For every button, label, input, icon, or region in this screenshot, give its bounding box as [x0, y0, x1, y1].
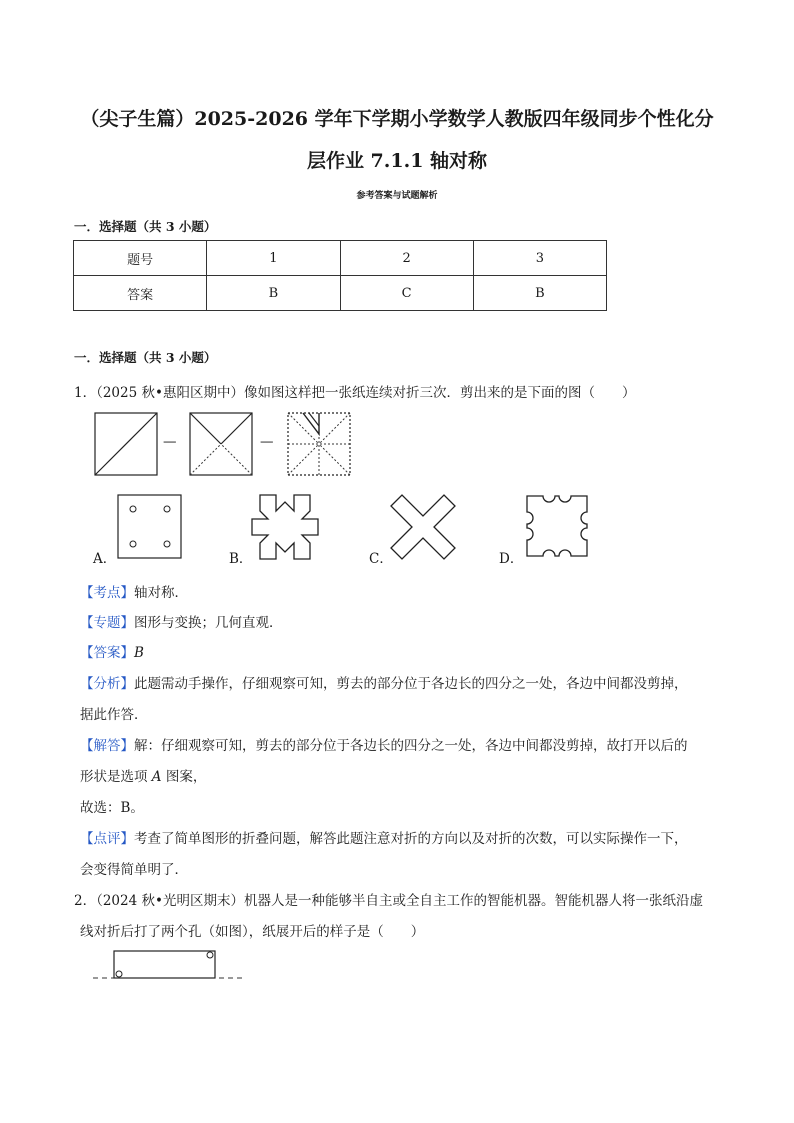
folding-diagram	[94, 412, 364, 478]
option-b-label: B．	[229, 551, 253, 567]
table-cell: 2	[340, 241, 473, 276]
fold-step-1	[95, 413, 157, 475]
q1-kaodian	[80, 581, 188, 601]
jieda-tag: 【解答】	[80, 738, 134, 754]
dianping-text-1: 考查了简单图形的折叠问题，解答此题注意对折的方向以及对折的次数，可以实际操作一下，	[134, 831, 688, 847]
dianping-tag: 【点评】	[80, 831, 134, 847]
jieda-text-2b: A	[151, 769, 162, 785]
table-cell: C	[340, 276, 473, 311]
fold-dash-2: —	[260, 434, 274, 450]
jieda-text-3: 故选：B。	[80, 800, 144, 816]
kaodian-text: 轴对称．	[134, 585, 188, 601]
fenxi-text-2: 据此作答．	[80, 707, 148, 723]
table-cell: 1	[207, 241, 340, 276]
q1-dianping	[80, 827, 688, 847]
option-c-shape	[390, 494, 460, 560]
dianping-text-2: 会变得简单明了．	[80, 862, 188, 878]
q1-fenxi	[80, 672, 688, 692]
section-heading: 一．选择题（共 3 小题）	[74, 219, 217, 234]
answer-table	[73, 240, 607, 311]
daan-text: B	[134, 645, 144, 661]
q1-zhuanti	[80, 611, 283, 631]
q1-jieda	[80, 734, 688, 754]
q2-folded-paper-diagram	[92, 948, 244, 982]
zhuanti-text: 图形与变换；几何直观．	[134, 615, 283, 631]
fold-dash-1: —	[163, 434, 177, 450]
jieda-text-2a: 形状是选项	[80, 769, 152, 785]
section-heading-2: 一．选择题（共 3 小题）	[74, 350, 217, 365]
doc-title-line2: 层作业 7.1.1 轴对称	[306, 150, 488, 172]
daan-tag: 【答案】	[80, 645, 134, 661]
option-a-shape	[115, 494, 185, 560]
jieda-text-1: 解：仔细观察可知，剪去的部分位于各边长的四分之一处，各边中间都没剪掉，故打开以后的	[134, 738, 688, 754]
table-cell: B	[207, 276, 340, 311]
fenxi-text-1: 此题需动手操作，仔细观察可知，剪去的部分位于各边长的四分之一处，各边中间都没剪掉，	[134, 676, 688, 692]
fold-step-3	[288, 413, 350, 475]
q2-stem-1: 2．（2024 秋•光明区期末）机器人是一种能够半自主或全自主工作的智能机器。智能机器人将一张纸沿虚	[74, 893, 703, 909]
doc-title-line1: （尖子生篇）2025-2026 学年下学期小学数学人教版四年级同步个性化分	[80, 108, 714, 130]
option-b-shape	[250, 494, 320, 560]
fenxi-tag: 【分析】	[80, 676, 134, 692]
option-a-label: A．	[93, 551, 117, 567]
option-c-label: C．	[369, 551, 393, 567]
table-cell: B	[473, 276, 606, 311]
option-d-label: D．	[499, 551, 524, 567]
fold-step-2	[190, 413, 252, 475]
table-cell: 题号	[74, 241, 207, 276]
doc-subtitle: 参考答案与试题解析	[356, 191, 438, 201]
table-cell: 3	[473, 241, 606, 276]
option-d-shape	[523, 492, 593, 562]
table-row	[74, 241, 607, 276]
q1-stem: 1．（2025 秋•惠阳区期中）像如图这样把一张纸连续对折三次．剪出来的是下面的图（ ）	[74, 385, 636, 401]
kaodian-tag: 【考点】	[80, 585, 134, 601]
zhuanti-tag: 【专题】	[80, 615, 134, 631]
jieda-text-2c: 图案，	[161, 769, 207, 785]
q1-daan	[80, 641, 144, 661]
table-row	[74, 276, 607, 311]
table-cell: 答案	[74, 276, 207, 311]
jieda-text-2	[80, 765, 206, 785]
q2-stem-2: 线对折后打了两个孔（如图），纸展开后的样子是（ ）	[80, 924, 425, 940]
